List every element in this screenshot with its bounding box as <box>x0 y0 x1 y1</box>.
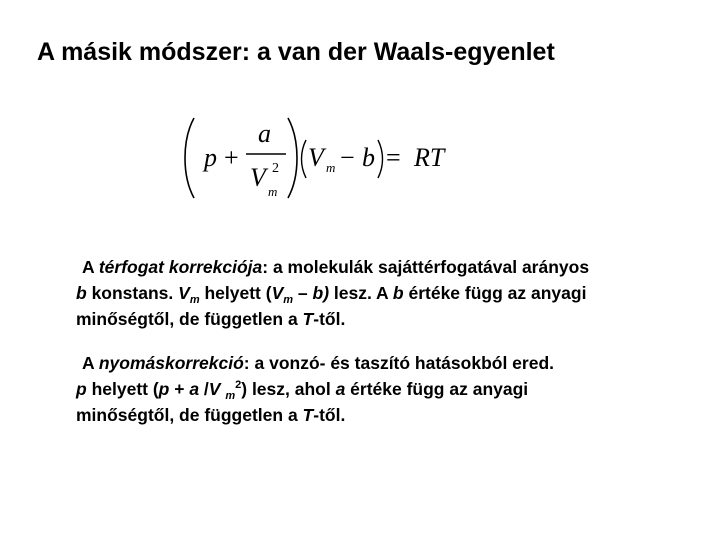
text: A <box>82 257 99 277</box>
right-paren-open <box>302 140 307 178</box>
text: helyett ( <box>86 379 159 399</box>
symbol-b: b <box>392 283 404 303</box>
volume-correction-line-3 <box>76 306 686 332</box>
symbol-T: T <box>302 309 314 329</box>
subscript-m: m <box>189 294 200 306</box>
text: / <box>199 379 209 399</box>
volume-correction-paragraph <box>76 254 686 332</box>
text: -től. <box>313 309 346 329</box>
symbol-T: T <box>302 405 314 425</box>
symbol-b: b <box>362 143 375 172</box>
pressure-correction-paragraph <box>76 350 686 428</box>
term-volume-correction: térfogat korrekciója <box>98 257 263 277</box>
term-pressure-correction: nyomáskorrekció <box>98 353 244 373</box>
symbol-equals: = <box>386 143 401 172</box>
text: -től. <box>313 405 346 425</box>
subscript-m: m <box>225 390 236 402</box>
symbol-a: a <box>335 379 346 399</box>
symbol-a: a <box>258 119 271 148</box>
left-paren-close <box>288 118 297 198</box>
text: ) lesz, ahol <box>241 379 336 399</box>
subscript-m: m <box>326 160 336 175</box>
text: értéke függ az anyagi <box>345 379 529 399</box>
text: – <box>293 283 313 303</box>
symbol-b: b <box>76 283 87 303</box>
text: : a molekulák sajáttérfogatával arányos <box>262 257 590 277</box>
exponent-2: 2 <box>235 379 242 391</box>
symbol-RT: RT <box>414 143 445 172</box>
text: minőségtől, de független a <box>76 405 303 425</box>
symbol-V: V <box>271 283 284 303</box>
text: : a vonzó- és taszító hatásokból ered. <box>243 353 555 373</box>
symbol-p: p <box>158 379 170 399</box>
volume-correction-line-2 <box>76 280 686 306</box>
text: értéke függ az anyagi <box>403 283 587 303</box>
symbol-V: V <box>308 143 324 172</box>
pressure-correction-line-1 <box>76 350 686 376</box>
van-der-waals-equation <box>180 110 480 206</box>
symbol-p: p <box>204 143 217 172</box>
left-paren-open <box>185 118 194 198</box>
symbol-a: a <box>189 379 200 399</box>
symbol-V: V <box>178 283 190 303</box>
symbol-minus: − <box>340 143 355 172</box>
text: lesz. A <box>329 283 393 303</box>
equation-graphic <box>180 110 480 206</box>
symbol-b: b) <box>312 283 330 303</box>
exponent-2: 2 <box>272 161 279 176</box>
text: helyett ( <box>199 283 272 303</box>
subscript-m: m <box>283 294 294 306</box>
text: minőségtől, de független a <box>76 309 303 329</box>
symbol-plus: + <box>224 143 239 172</box>
pressure-correction-line-2 <box>76 376 686 402</box>
symbol-V: V <box>208 379 226 399</box>
page-title: A másik módszer: a van der Waals-egyenlet <box>37 38 555 66</box>
pressure-correction-line-3 <box>76 402 686 428</box>
text: konstans. <box>86 283 179 303</box>
symbol-p: p <box>76 379 87 399</box>
right-paren-close <box>378 140 383 178</box>
volume-correction-line-1 <box>76 254 686 280</box>
text: + <box>169 379 190 399</box>
symbol-V-denominator: V <box>250 163 266 192</box>
subscript-m-denominator: m <box>268 184 278 199</box>
text: A <box>82 353 99 373</box>
